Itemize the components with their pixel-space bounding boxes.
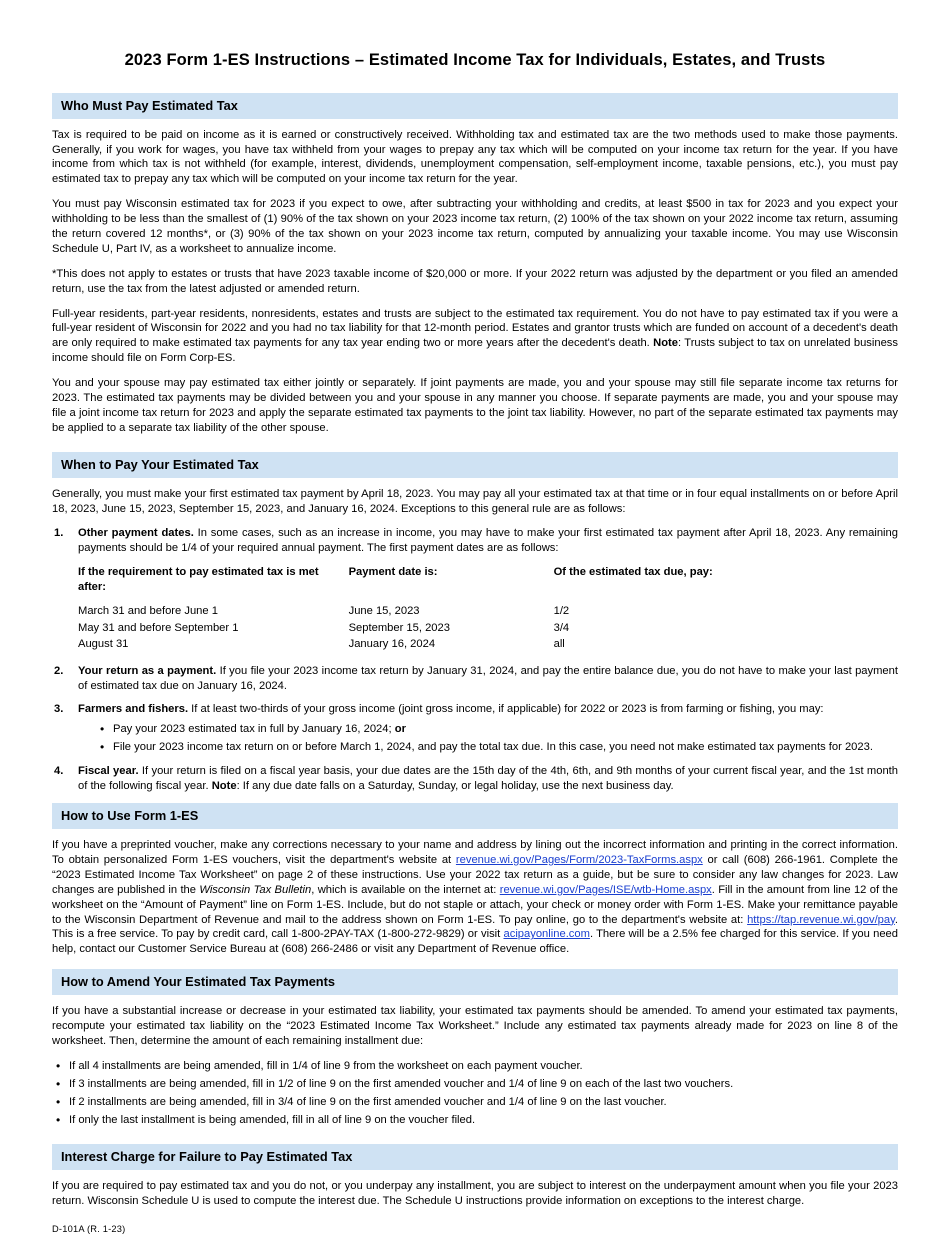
table-row	[78, 604, 898, 620]
how-to-use-text-2: or call (608) 266-1961. Complete the “2023 Estimated Income Tax Worksheet” on page 2 of these instructions. Use your 2022 tax return as a guide, but be sure to consider any law changes for 2023. Law changes are published in the	[52, 854, 898, 896]
how-to-use-italic-bulletin: Wisconsin Tax Bulletin	[199, 883, 312, 896]
when-to-pay-item-2-text: If you file your 2023 income tax return by January 31, 2024, and pay the entire balance due, you do not have to make your last payment of estimated tax due on January 16, 2024.	[78, 664, 898, 692]
farmers-bullet-2	[100, 740, 898, 755]
when-to-pay-item-1-label: Other payment dates.	[78, 527, 194, 540]
when-to-pay-item-4-number: 4.	[54, 765, 64, 778]
table-header-requirement: If the requirement to pay estimated tax is met after:	[78, 566, 319, 593]
amend-bullet-1: • If all 4 installments are being amended, fill in 1/4 of line 9 from the worksheet on each payment voucher.	[56, 1059, 898, 1074]
when-to-pay-item-2-label: Your return as a payment.	[78, 664, 217, 677]
amend-bullet-list	[52, 1059, 898, 1128]
when-to-pay-item-3-text: If at least two-thirds of your gross income (joint gross income, if applicable) for 2022 or 2023 is from farming or fishing, you may:	[188, 703, 824, 716]
table-header-row	[78, 565, 898, 604]
when-to-pay-item-2-number: 2.	[54, 664, 64, 677]
farmers-bullet-1-or: or	[394, 723, 406, 736]
when-to-pay-item-4-text-2: : If any due date falls on a Saturday, Sunday, or legal holiday, use the next business day.	[236, 780, 674, 793]
how-to-use-text-5: . This is a free service. To pay by credit card, call 1-800-2PAY-TAX (1-800-272-9829) or visit	[52, 913, 898, 941]
table-cell-amount-due: all	[553, 638, 565, 651]
page-title: 2023 Form 1-ES Instructions – Estimated Income Tax for Individuals, Estates, and Trusts	[124, 51, 826, 69]
when-to-pay-item-4-note-label: Note	[211, 780, 237, 793]
interest-charge-paragraph: If you are required to pay estimated tax and you do not, or you underpay any installment, you are subject to interest on the underpayment amount when you file your 2023 return. Wisconsin Schedule U is used to compute the interest due. The Schedule U instructions provide information on exceptions to the interest charge.	[52, 1179, 898, 1207]
amend-bullet-3: • If 2 installments are being amended, fill in 3/4 of line 9 on the first amended voucher and 1/4 of line 9 on the last voucher.	[56, 1095, 898, 1110]
who-must-pay-paragraph-5: You and your spouse may pay estimated tax either jointly or separately. If joint payments are made, you and your spouse may still file separate income tax returns for 2023. The estimated tax payments may be divided between you and your spouse in any manner you choose. If separate payments are made, you and your spouse may file a joint income tax return for 2023 and apply the separate estimated tax payments to the joint tax liability. However, no part of the separate estimated tax payments may be applied to a separate tax liability of the other spouse.	[52, 377, 898, 434]
payment-dates-table	[78, 565, 898, 653]
who-must-pay-paragraph-1: Tax is required to be paid on income as it is earned or constructively received. Withholding tax and estimated tax are the two methods used to make those payments. Generally, if you work for wages, you have tax withheld from your wages to prepay any tax which will be computed on your income tax return for the year. If you have income from which tax is not withheld (for example, interest, dividends, unemployment compensation, self-employment income, taxable pensions, etc.), you must pay estimated tax to prepay any tax which will be computed on your income tax return for the year.	[52, 128, 898, 186]
when-to-pay-item-4	[52, 764, 898, 794]
when-to-pay-item-1-number: 1.	[54, 527, 64, 540]
when-to-pay-item-3-label: Farmers and fishers.	[78, 703, 189, 716]
section-heading-interest-charge: Interest Charge for Failure to Pay Estimated Tax	[52, 1144, 898, 1170]
form-number-footer: D-101A (R. 1-23)	[52, 1223, 126, 1234]
how-to-use-text-1: If you have a preprinted voucher, make any corrections necessary to your name and address by lining out the incorrect information and printing in the correct information. To obtain personalized Form 1-ES vouchers, visit the department's website at	[52, 839, 898, 866]
section-heading-how-to-amend: How to Amend Your Estimated Tax Payments	[52, 969, 898, 995]
section-heading-how-to-use: How to Use Form 1-ES	[52, 803, 898, 829]
when-to-pay-list	[52, 526, 898, 794]
who-must-pay-paragraph-4-text-b: : Trusts subject to tax on unrelated business income should file on Form Corp-ES.	[52, 337, 898, 365]
when-to-pay-item-4-label: Fiscal year.	[78, 765, 139, 778]
farmers-bullet-1	[100, 722, 898, 737]
how-to-use-text-6: . There will be a 2.5% fee charged for this service. If you need help, contact our Customer Service Bureau at (608) 266-2486 or visit any Department of Revenue office.	[52, 928, 899, 956]
link-wtb-home[interactable]: revenue.wi.gov/Pages/ISE/wtb-Home.aspx	[499, 883, 712, 896]
amend-bullet-2: • If 3 installments are being amended, fill in 1/2 of line 9 on the first amended voucher and 1/4 of line 9 on each of the last two vouchers.	[56, 1077, 898, 1092]
how-to-use-text-3: , which is available on the internet at:	[311, 883, 500, 896]
section-heading-who-must-pay: Who Must Pay Estimated Tax	[52, 93, 898, 119]
table-cell-amount-due: 3/4	[553, 621, 570, 634]
link-acipayonline[interactable]: acipayonline.com	[503, 928, 590, 941]
who-must-pay-note-label: Note	[653, 337, 679, 350]
farmers-bullet-list	[78, 722, 898, 755]
section-heading-when-to-pay: When to Pay Your Estimated Tax	[52, 452, 898, 478]
table-cell-payment-date: September 15, 2023	[348, 621, 450, 634]
how-to-amend-paragraph: If you have a substantial increase or decrease in your estimated tax liability, your estimated tax payments should be amended. To amend your estimated tax payments, recompute your estimated tax liability on the “2023 Estimated Income Tax Worksheet.” Include any estimated tax payments already made for 2023 on line 8 of the worksheet. Then, determine the amount of each remaining installment due:	[52, 1005, 898, 1047]
when-to-pay-item-1	[52, 526, 898, 653]
table-cell-payment-date: January 16, 2024	[348, 638, 436, 651]
when-to-pay-intro: Generally, you must make your first estimated tax payment by April 18, 2023. You may pay all your estimated tax at that time or in four equal installments on or before April 18, 2023, June 15, 2023, September 15, 2023, and January 16, 2024. Exceptions to this general rule are as follows:	[52, 487, 898, 515]
when-to-pay-item-3-number: 3.	[54, 703, 64, 716]
farmers-bullet-2-text: File your 2023 income tax return on or before March 1, 2024, and pay the total tax due. In this case, you need not make estimated tax payments for 2023.	[113, 741, 873, 754]
table-row	[78, 637, 898, 653]
table-row	[78, 621, 898, 637]
when-to-pay-item-2	[52, 664, 898, 694]
how-to-use-paragraph	[52, 838, 898, 957]
link-tap-pay[interactable]: https://tap.revenue.wi.gov/pay	[747, 913, 895, 926]
who-must-pay-paragraph-4-text-a: Full-year residents, part-year residents, nonresidents, estates and trusts are subject to the estimated tax requirement. You do not have to pay estimated tax if you were a full-year resident of Wisconsin for 2022 and you had no tax liability for that 12-month period. Estates and grantor trusts which are funded on account of a decedent's death are only required to make estimated tax payments for any tax year ending two or more years after the decedent's death.	[52, 307, 898, 350]
who-must-pay-paragraph-2: You must pay Wisconsin estimated tax for 2023 if you expect to owe, after subtracting your withholding and credits, at least $500 in tax for 2023 and you expect your withholding to be less than the smallest of (1) 90% of the tax shown on your 2023 income tax return, (2) 100% of the tax shown on your 2022 income tax return, assuming the return covered 12 months*, or (3) 90% of the tax shown on your 2023 income tax return, computed by annualizing your taxable income. You may use Wisconsin Schedule U, Part IV, as a worksheet to annualize income.	[52, 198, 898, 255]
when-to-pay-item-4-text: If your return is filed on a fiscal year basis, your due dates are the 15th day of the 4th, 6th, and 9th months of your current fiscal year, and the 1st month of the following fiscal year.	[78, 765, 898, 793]
table-header-amount-due: Of the estimated tax due, pay:	[553, 566, 713, 579]
table-cell-requirement: May 31 and before September 1	[78, 621, 239, 634]
amend-bullet-4: • If only the last installment is being amended, fill in all of line 9 on the voucher filed.	[56, 1113, 898, 1128]
when-to-pay-item-1-text: In some cases, such as an increase in income, you may have to make your first estimated tax payment after April 18, 2023. Any remaining payments should be 1/4 of your required annual payment. The first payment dates are as follows:	[78, 527, 898, 555]
how-to-use-text-4: . Fill in the amount from line 12 of the worksheet on the “Amount of Payment” line on Form 1-ES. Include, but do not staple or attach, your check or money order with Form 1-ES. Make your remittance payable to the Wisconsin Department of Revenue and mail to the address shown on Form 1-ES. To pay online, go to the department's website at:	[52, 883, 898, 926]
when-to-pay-item-3	[52, 702, 898, 755]
link-tax-forms[interactable]: revenue.wi.gov/Pages/Form/2023-TaxForms.aspx	[455, 854, 703, 866]
who-must-pay-paragraph-3: *This does not apply to estates or trusts that have 2023 taxable income of $20,000 or more. If your 2022 return was adjusted by the department or you filed an amended return, use the tax from the latest adjusted or amended return.	[52, 267, 898, 295]
table-header-payment-date: Payment date is:	[348, 566, 438, 579]
table-cell-amount-due: 1/2	[553, 605, 570, 618]
table-cell-requirement: March 31 and before June 1	[78, 605, 218, 618]
who-must-pay-paragraph-4	[52, 307, 898, 367]
farmers-bullet-1-text: Pay your 2023 estimated tax in full by January 16, 2024;	[113, 723, 395, 736]
table-cell-requirement: August 31	[78, 638, 129, 651]
table-cell-payment-date: June 15, 2023	[348, 605, 420, 618]
